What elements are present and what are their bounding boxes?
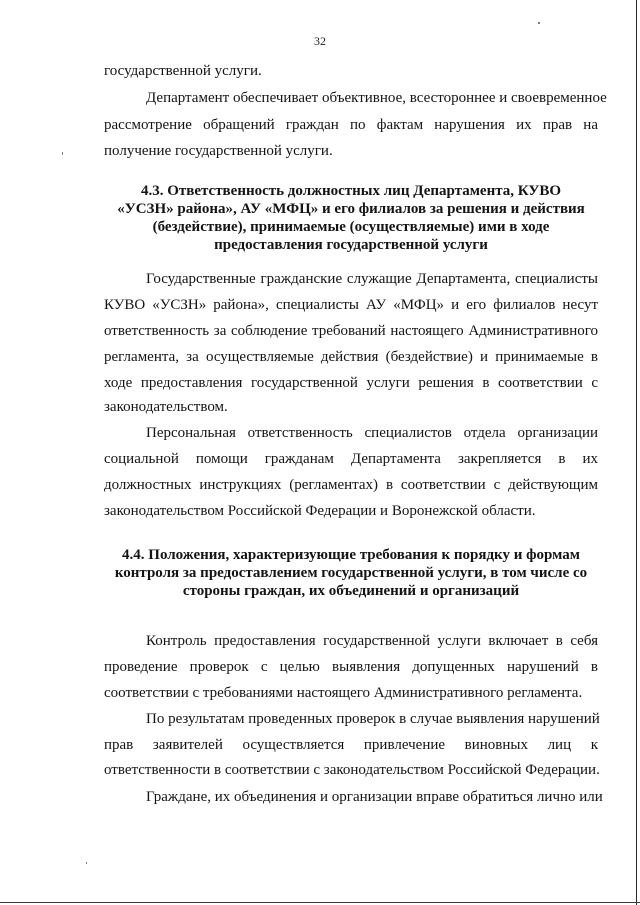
text-line: получение государственной услуги. <box>104 143 333 159</box>
scan-speck <box>62 152 63 155</box>
text-line: должностных инструкциях (регламентах) в соответствии с действующим <box>104 477 598 493</box>
text-line: Контроль предоставления государственной услуги включает в себя <box>146 633 598 649</box>
text-line: государственной услуги. <box>104 63 262 79</box>
text-line: Персональная ответственность специалистов отдела организации <box>146 425 598 441</box>
section-heading-line: предоставления государственной услуги <box>214 237 488 253</box>
scan-border-right <box>636 0 637 905</box>
text-line: регламента, за осуществляемые действия (бездействие) и принимаемые в <box>104 349 598 365</box>
section-heading-line: 4.3. Ответственность должностных лиц Департамента, КУВО <box>140 183 562 199</box>
text-line: соответствии с требованиями настоящего Административного регламента. <box>104 685 583 701</box>
text-line: рассмотрение обращений граждан по фактам нарушения их прав на <box>104 117 598 133</box>
section-heading-line: стороны граждан, их объединений и организаций <box>182 583 520 599</box>
text-line: ответственности в соответствии с законодательством Российской Федерации. <box>104 762 600 778</box>
text-line: ходе предоставления государственной услуги решения в соответствии с <box>104 375 598 391</box>
section-heading-line: 4.4. Положения, характеризующие требования к порядку и формам <box>122 547 580 563</box>
scan-speck <box>86 862 87 864</box>
page-number: 32 <box>314 34 326 48</box>
text-line: проведение проверок с целью выявления допущенных нарушений в <box>104 659 598 675</box>
text-line: ответственность за соблюдение требований настоящего Административного <box>104 323 598 339</box>
text-line: социальной помощи гражданам Департамента закрепляется в их <box>104 451 598 467</box>
section-heading-line: контроля за предоставлением государственной услуги, в том числе со <box>114 565 588 581</box>
text-line: Государственные гражданские служащие Департамента, специалисты <box>146 271 598 287</box>
text-line: Департамент обеспечивает объективное, всестороннее и своевременное <box>146 90 607 106</box>
section-heading-line: (бездействие), принимаемые (осуществляемые) ими в ходе <box>152 219 550 235</box>
scan-border-bottom <box>0 902 640 903</box>
text-line: По результатам проведенных проверок в случае выявления нарушений <box>146 711 600 727</box>
section-heading-line: «УСЗН» района», АУ «МФЦ» и его филиалов за решения и действия <box>117 201 585 217</box>
text-line: КУВО «УСЗН» района», специалисты АУ «МФЦ» и его филиалов несут <box>104 297 598 313</box>
text-line: законодательством Российской Федерации и Воронежской области. <box>104 503 536 519</box>
text-line: прав заявителей осуществляется привлечение виновных лиц к <box>104 737 598 753</box>
text-line: законодательством. <box>104 399 228 415</box>
text-line: Граждане, их объединения и организации вправе обратиться лично или <box>146 789 603 805</box>
scan-speck <box>538 22 540 24</box>
